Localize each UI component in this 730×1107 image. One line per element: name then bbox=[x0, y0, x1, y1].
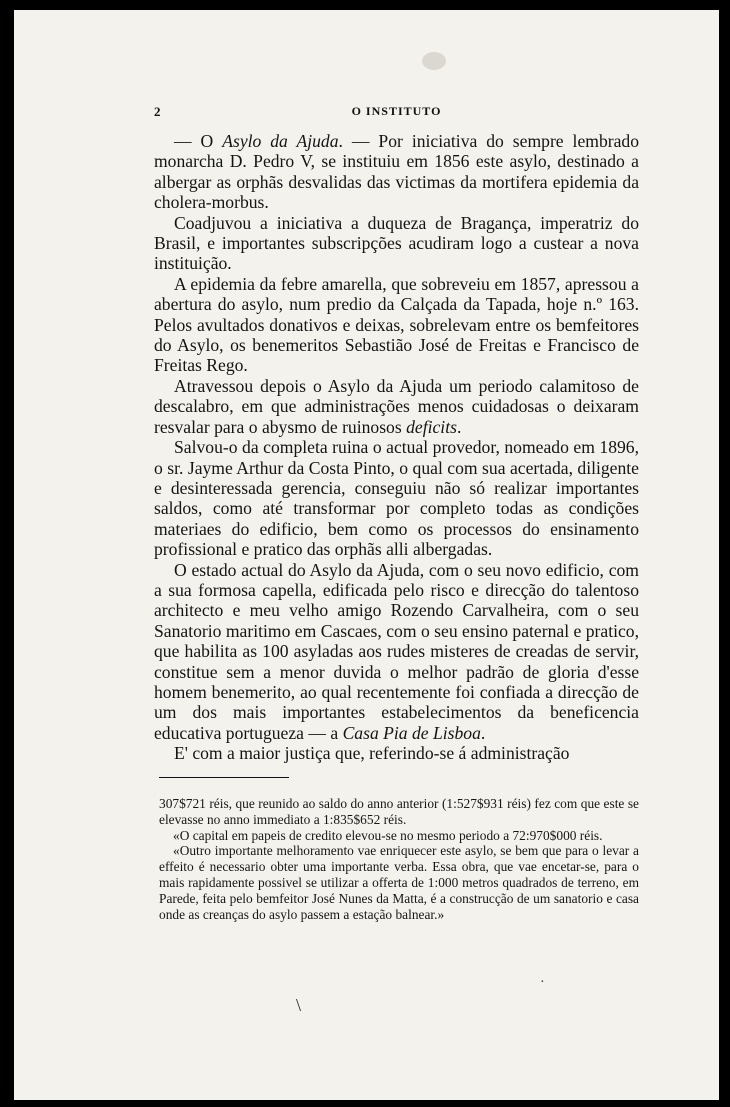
footnotes bbox=[159, 796, 639, 922]
paragraph: A epidemia da febre amarella, que sobreveiu em 1857, apressou a abertura do asylo, num predio da Calçada da Tapada, hoje n.º 163. Pelos avultados donativos e deixas, sobrelevam entre os bemfeitores do Asylo, os benemeritos Sebastião José de Freitas e Francisco de Freitas Rego. bbox=[154, 273, 639, 376]
section-dash: — O bbox=[174, 131, 223, 151]
italic-term: Casa Pia de Lisboa bbox=[342, 722, 481, 743]
paragraph-text: Atravessou depois o Asylo da Ajuda um periodo calamitoso de descalabro, em que administrações menos cuidadosas o deixaram resvalar para o abysmo de ruinosos bbox=[154, 375, 639, 437]
page-number: 2 bbox=[154, 104, 161, 119]
page-header bbox=[154, 104, 639, 124]
paragraph: Coadjuvou a iniciativa a duqueza de Bragança, imperatriz do Brasil, e importantes subscripções acudiram logo a custear a nova instituição. bbox=[154, 212, 639, 274]
paragraph-end: . bbox=[456, 416, 462, 437]
ink-smudge bbox=[422, 52, 446, 70]
stray-mark: \ bbox=[296, 995, 302, 1015]
paragraph bbox=[154, 560, 639, 744]
stray-mark: · bbox=[540, 975, 545, 990]
footnote: «O capital em papeis de credito elevou-se no mesmo periodo a 72:970$000 réis. bbox=[173, 827, 603, 843]
paragraph: Salvou-o da completa ruina o actual provedor, nomeado em 1896, o sr. Jayme Arthur da Costa Pinto, o qual com sua acertada, diligente e desinteressada gerencia, conseguiu não só realizar importantes saldos, como até transformar por completo todas as condições materiaes do edificio, bem como os processos do ensinamento profissional e pratico das orphãs alli albergadas. bbox=[154, 437, 639, 560]
paragraph-end: . bbox=[480, 722, 486, 743]
main-text bbox=[154, 131, 639, 764]
footnote: 307$721 réis, que reunido ao saldo do anno anterior (1:527$931 réis) fez com que este se elevasse no anno immediato a 1:835$652 réis. bbox=[159, 796, 639, 827]
document-page bbox=[14, 10, 719, 1100]
footnote: «Outro importante melhoramento vae enriquecer este asylo, se bem que para o levar a effeito é necessario obter uma importante verba. Essa obra, que vae encetar-se, para o mais rapidamente possivel se utilizar a offerta de 1:000 metros quadrados de terreno, em Parede, feita pelo bemfeitor José Nunes da Matta, é a construcção de um sanatorio e casa onde as creanças do asylo passem a estação balnear.» bbox=[159, 843, 639, 922]
paragraph-text: . — Por iniciativa do sempre lembrado monarcha D. Pedro V, se instituiu em 1856 este asylo, destinado a albergar as orphãs desvalidas das victimas da mortifera epidemia da cholera-morbus. bbox=[154, 131, 640, 213]
running-head: O INSTITUTO bbox=[351, 104, 442, 118]
paragraph bbox=[154, 376, 639, 437]
italic-term: deficits bbox=[406, 416, 457, 437]
paragraph-asylo-ajuda bbox=[154, 131, 639, 213]
footnote-rule bbox=[159, 777, 289, 778]
paragraph: E' com a maior justiça que, referindo-se á administração bbox=[174, 743, 570, 764]
paragraph-text: O estado actual do Asylo da Ajuda, com o seu novo edificio, com a sua formosa capella, edificada pelo risco e direcção do talentoso architecto e meu velho amigo Rozendo Carvalheira, com o seu Sanatorio maritimo em Cascaes, com o seu ensino paternal e pratico, que habilita as 100 asyladas aos rudes misteres de creadas de servir, constitue sem a menor duvida o melhor padrão de gloria d'esse homem benemerito, ao qual recentemente foi confiada a direcção de um dos mais importantes estabelecimentos da beneficencia educativa portugueza — a bbox=[154, 559, 639, 743]
section-title: Asylo da Ajuda bbox=[222, 131, 339, 151]
